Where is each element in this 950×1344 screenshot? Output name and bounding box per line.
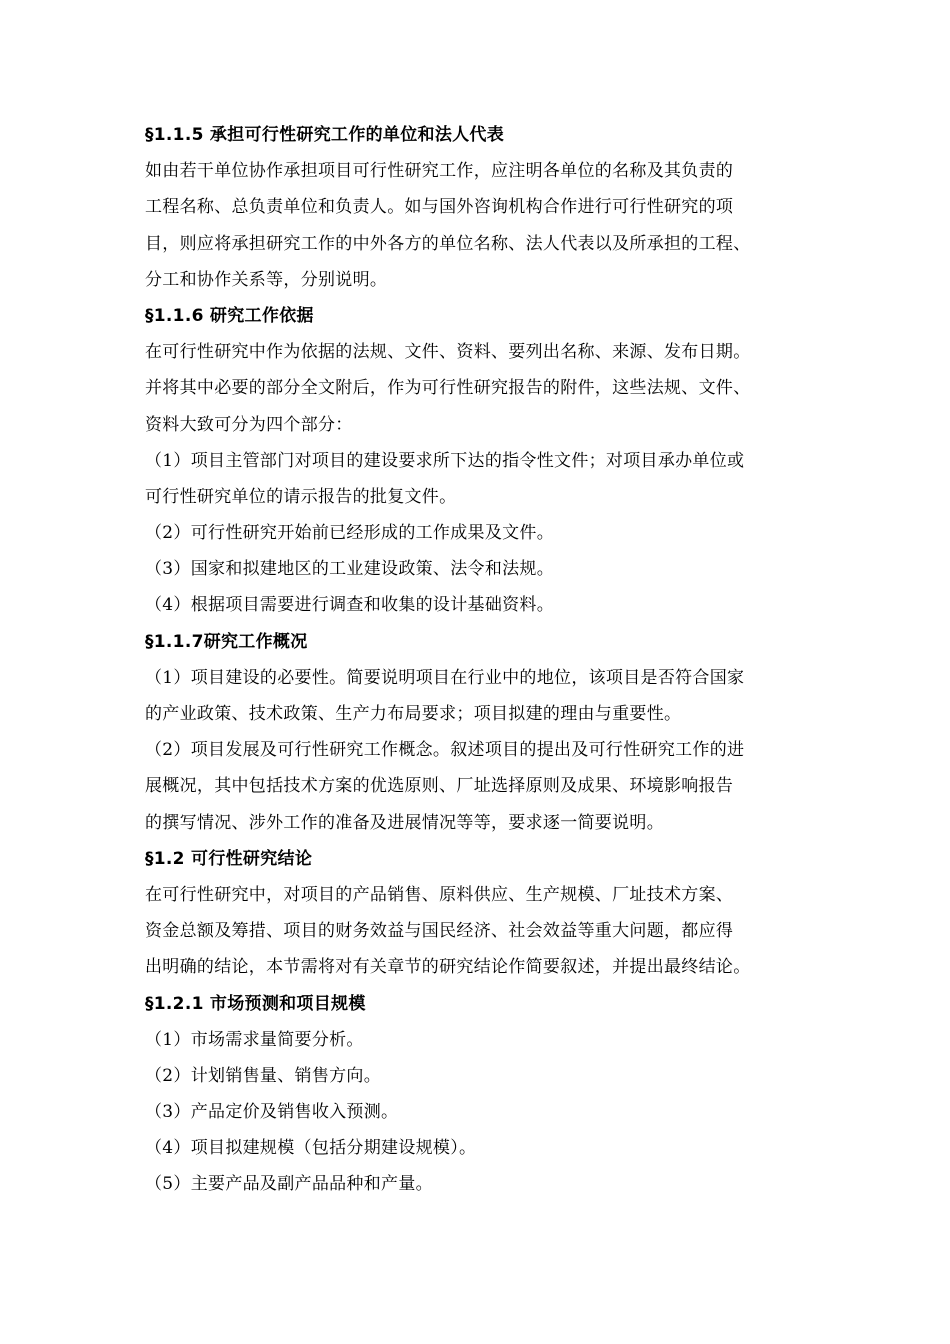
paragraph-line: 在可行性研究中作为依据的法规、文件、资料、要列出名称、来源、发布日期。 xyxy=(145,342,751,363)
list-item-line: 的撰写情况、涉外工作的准备及进展情况等等，要求逐一简要说明。 xyxy=(145,812,664,833)
paragraph-line: 资料大致可分为四个部分： xyxy=(145,414,353,435)
paragraph-line: 工程名称、总负责单位和负责人。如与国外咨询机构合作进行可行性研究的项 xyxy=(145,197,734,218)
list-item-line: （3）产品定价及销售收入预测。 xyxy=(145,1102,399,1123)
list-item-line: （3）国家和拟建地区的工业建设政策、法令和法规。 xyxy=(145,559,555,580)
document-body xyxy=(145,117,815,1203)
section-heading-1-1-7: §1.1.7研究工作概况 xyxy=(145,631,308,652)
list-item-line: （2）计划销售量、销售方向。 xyxy=(145,1065,382,1086)
section-heading-1-2: §1.2 可行性研究结论 xyxy=(145,848,313,869)
section-heading-1-1-5: §1.1.5 承担可行性研究工作的单位和法人代表 xyxy=(145,125,505,145)
list-item-line: （4）项目拟建规模（包括分期建设规模）。 xyxy=(145,1138,477,1159)
paragraph-line: 如由若干单位协作承担项目可行性研究工作，应注明各单位的名称及其负责的 xyxy=(145,161,734,182)
list-item-line: （1）项目建设的必要性。简要说明项目在行业中的地位，该项目是否符合国家 xyxy=(145,667,745,688)
list-item-line: 可行性研究单位的请示报告的批复文件。 xyxy=(145,486,457,507)
list-item-line: （2）项目发展及可行性研究工作概念。叙述项目的提出及可行性研究工作的进 xyxy=(145,740,745,761)
list-item-line: （2）可行性研究开始前已经形成的工作成果及文件。 xyxy=(145,523,555,544)
paragraph-line: 并将其中必要的部分全文附后，作为可行性研究报告的附件，这些法规、文件、 xyxy=(145,378,751,399)
list-item-line: （1）项目主管部门对项目的建设要求所下达的指令性文件；对项目承办单位或 xyxy=(145,450,745,471)
paragraph-line: 资金总额及筹措、项目的财务效益与国民经济、社会效益等重大问题，都应得 xyxy=(145,921,734,942)
paragraph-line: 出明确的结论，本节需将对有关章节的研究结论作简要叙述，并提出最终结论。 xyxy=(145,957,751,978)
list-item-line: （1）市场需求量简要分析。 xyxy=(145,1029,364,1050)
paragraph-line: 在可行性研究中，对项目的产品销售、原料供应、生产规模、厂址技术方案、 xyxy=(145,884,734,905)
list-item-line: （5）主要产品及副产品品种和产量。 xyxy=(145,1174,433,1195)
paragraph-line: 分工和协作关系等，分别说明。 xyxy=(145,269,388,290)
list-item-line: 展概况，其中包括技术方案的优选原则、厂址选择原则及成果、环境影响报告 xyxy=(145,776,734,797)
section-heading-1-2-1: §1.2.1 市场预测和项目规模 xyxy=(145,993,366,1014)
section-heading-1-1-6: §1.1.6 研究工作依据 xyxy=(145,305,314,326)
list-item-line: 的产业政策、技术政策、生产力布局要求；项目拟建的理由与重要性。 xyxy=(145,704,682,724)
paragraph-line: 目，则应将承担研究工作的中外各方的单位名称、法人代表以及所承担的工程、 xyxy=(145,233,751,254)
list-item-line: （4）根据项目需要进行调查和收集的设计基础资料。 xyxy=(145,595,555,616)
